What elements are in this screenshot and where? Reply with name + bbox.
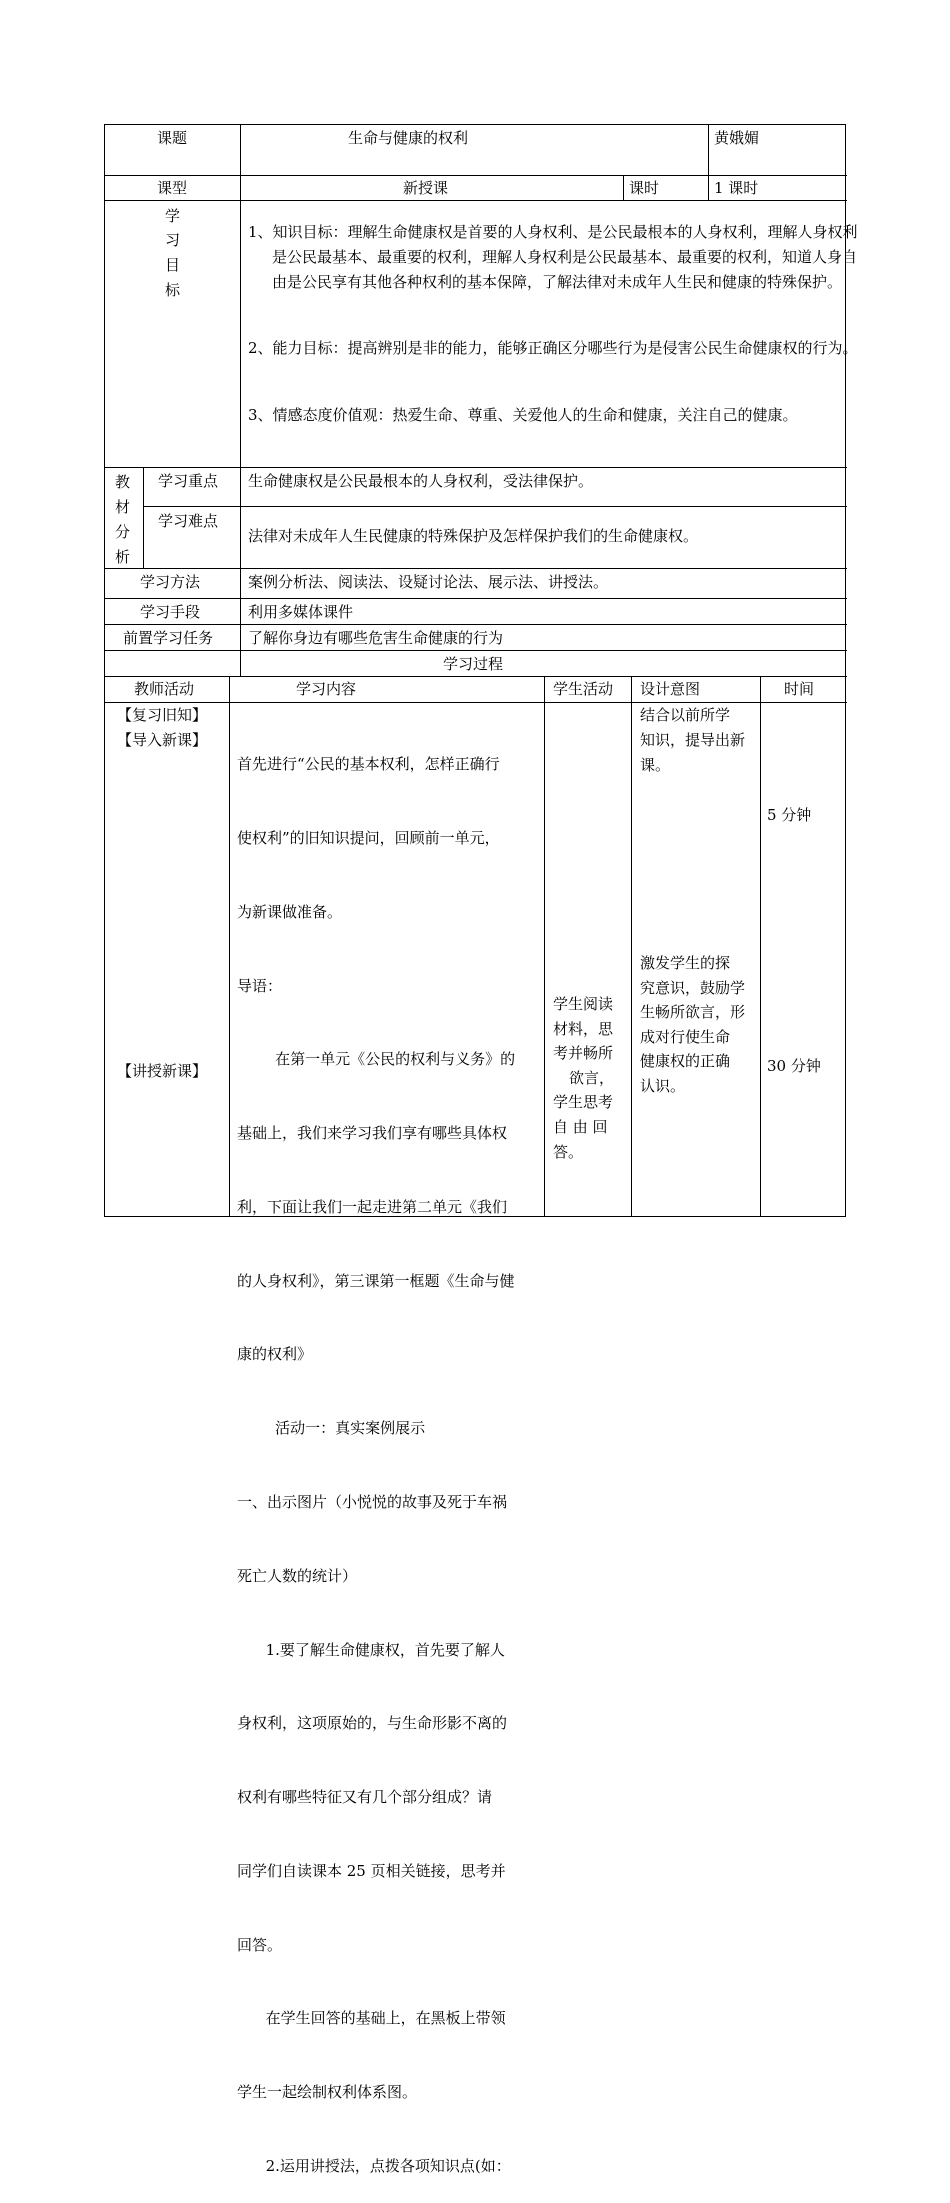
methods-value: 案例分析法、阅读法、设疑讨论法、展示法、讲授法。 <box>248 573 609 591</box>
means-value: 利用多媒体课件 <box>248 603 354 621</box>
content-line: 回答。 <box>237 1935 283 1954</box>
content-line: 在第一单元《公民的权利与义务》的 <box>237 1050 516 1069</box>
intent-line: 究意识，鼓励学 <box>640 978 746 997</box>
difficulty-label: 学习难点 <box>158 512 219 530</box>
methods-label: 学习方法 <box>140 573 201 591</box>
teacher-activity: 【复习旧知】 <box>117 706 208 724</box>
col-divider <box>240 125 241 676</box>
objective-ability: 2、能力目标：提高辨别是非的能力，能够正确区分哪些行为是侵害公民生命健康权的行为。 <box>248 339 858 357</box>
row-divider <box>105 467 847 468</box>
row-divider <box>105 650 847 651</box>
content-line: 一、出示图片（小悦悦的故事及死于车祸 <box>237 1493 508 1511</box>
pretask-value: 了解你身边有哪些危害生命健康的行为 <box>248 629 504 647</box>
column-header: 学生活动 <box>553 680 614 698</box>
analysis-label-char: 分 <box>115 523 131 541</box>
content-line: 在学生回答的基础上，在黑板上带领 <box>237 2009 506 2028</box>
content-line: 首先进行“公民的基本权利，怎样正确行 <box>237 755 500 774</box>
row-divider <box>105 200 847 201</box>
row-divider <box>105 568 847 569</box>
intent-line: 知识，提导出新 <box>640 731 746 749</box>
col-divider <box>143 467 144 568</box>
difficulty-value: 法律对未成年人生民健康的特殊保护及怎样保护我们的生命健康权。 <box>248 527 699 545</box>
content-line: 同学们自读课本 25 页相关链接，思考并 <box>237 1861 506 1880</box>
topic-label: 课题 <box>157 129 188 147</box>
objectives-label-char: 学 <box>165 207 181 225</box>
intent-line: 生畅所欲言，形 <box>640 1003 746 1022</box>
intent-line: 结合以前所学 <box>640 706 731 724</box>
teacher-activity: 【导入新课】 <box>117 731 208 749</box>
hours-label: 课时 <box>629 179 660 197</box>
content-line: 权利有哪些特征又有几个部分组成？请 <box>237 1788 493 1807</box>
student-line: 考并畅所 <box>553 1044 614 1063</box>
col-divider <box>623 175 624 200</box>
analysis-label-char: 教 <box>115 473 131 491</box>
pretask-label: 前置学习任务 <box>123 629 214 647</box>
key-point-value: 生命健康权是公民最根本的人身权利，受法律保护。 <box>248 472 594 490</box>
content-line: 的人身权利》，第三课第一框题《生命与健 <box>237 1271 515 1290</box>
teacher-activity: 【讲授新课】 <box>117 1062 208 1080</box>
row-divider <box>105 598 847 599</box>
content-line: 学生一起绘制权利体系图。 <box>237 2083 418 2102</box>
learning-content <box>237 703 515 2203</box>
col-divider <box>708 175 709 200</box>
student-line: 学生阅读 <box>553 995 614 1013</box>
intent-line: 健康权的正确 <box>640 1052 731 1071</box>
objectives-label-char: 标 <box>165 281 181 299</box>
type-value: 新授课 <box>403 179 449 197</box>
content-line: 2.运用讲授法，点拨各项知识点(如： <box>237 2157 511 2176</box>
design-intent-2 <box>640 951 745 1099</box>
objective-knowledge: 1、知识目标：理解生命健康权是首要的人身权利、是公民最根本的人身权利，理解人身权利是公民最基本、最重要的权利，理解人身权利是公民最基本、最重要的权利，知道人身自由是公民享有其他各种权利的基本保障，了解法律对未成年人生民和健康的特殊保护。 <box>248 223 858 291</box>
content-line: 使权利”的旧知识提问，回顾前一单元， <box>237 828 500 847</box>
intent-line: 激发学生的探 <box>640 954 731 972</box>
intent-line: 课。 <box>640 756 671 774</box>
col-divider <box>229 676 230 1217</box>
col-divider <box>760 676 761 1217</box>
analysis-label-char: 析 <box>115 548 131 566</box>
content-line: 康的权利》 <box>237 1345 313 1364</box>
intent-line: 成对行使生命 <box>640 1027 731 1046</box>
type-label: 课型 <box>157 179 188 197</box>
student-line: 自 由 回 <box>553 1117 608 1136</box>
content-line: 利，下面让我们一起走进第二单元《我们 <box>237 1197 508 1216</box>
objective-attitude: 3、情感态度价值观：热爱生命、尊重、关爱他人的生命和健康，关注自己的健康。 <box>248 406 798 424</box>
content-line: 身权利，这项原始的，与生命形影不离的 <box>237 1714 508 1733</box>
student-line: 答。 <box>553 1142 584 1161</box>
col-divider <box>631 676 632 1217</box>
row-divider <box>105 676 847 677</box>
content-line: 导语： <box>237 976 283 995</box>
row-divider <box>143 506 847 507</box>
student-line: 材料，思 <box>553 1019 614 1038</box>
content-line: 死亡人数的统计） <box>237 1566 358 1585</box>
student-line: 学生思考 <box>553 1093 614 1112</box>
col-divider <box>708 125 709 175</box>
objectives-label-char: 习 <box>165 231 181 249</box>
means-label: 学习手段 <box>140 603 201 621</box>
row-divider <box>105 624 847 625</box>
topic-value: 生命与健康的权利 <box>348 129 469 147</box>
column-header: 教师活动 <box>134 680 195 698</box>
content-line: 活动一：真实案例展示 <box>237 1419 426 1438</box>
analysis-label-char: 材 <box>115 498 131 516</box>
process-title: 学习过程 <box>443 655 504 673</box>
time-value: 5 分钟 <box>767 806 812 824</box>
teacher-name: 黄娥媚 <box>714 129 760 147</box>
column-header: 设计意图 <box>640 680 701 698</box>
time-value: 30 分钟 <box>767 1057 821 1075</box>
intent-line: 认识。 <box>640 1076 686 1095</box>
content-line: 基础上，我们来学习我们享有哪些具体权 <box>237 1124 508 1143</box>
column-header: 时间 <box>784 680 815 698</box>
hours-value: 1 课时 <box>714 179 759 197</box>
design-intent-1 <box>640 703 745 778</box>
objectives-label-char: 目 <box>165 256 181 274</box>
column-header: 学习内容 <box>296 680 357 698</box>
content-line: 为新课做准备。 <box>237 902 343 921</box>
col-divider <box>544 676 545 1217</box>
student-activity <box>553 992 614 1164</box>
content-line: 1.要了解生命健康权，首先要了解人 <box>237 1640 505 1659</box>
key-point-label: 学习重点 <box>158 472 219 490</box>
student-line: 欲言， <box>569 1068 615 1087</box>
